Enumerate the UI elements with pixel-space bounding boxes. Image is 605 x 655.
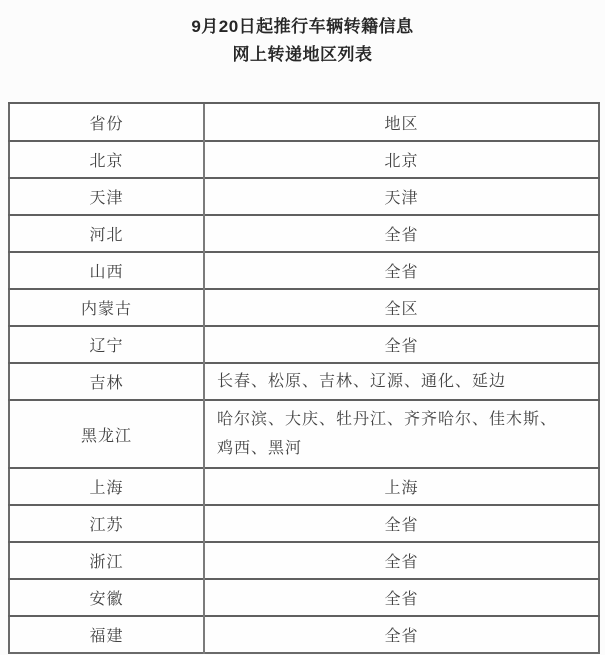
province-cell: 上海: [9, 468, 204, 505]
table-row: [9, 252, 599, 289]
table-row: [9, 505, 599, 542]
table-row: [9, 289, 599, 326]
province-cell: 浙江: [9, 542, 204, 579]
table-header-row: [9, 103, 599, 141]
region-cell: 全省: [204, 326, 599, 363]
page-title-line1: 9月20日起推行车辆转籍信息: [191, 17, 414, 36]
province-cell: 天津: [9, 178, 204, 215]
province-cell: 内蒙古: [9, 289, 204, 326]
region-cell: 全省: [204, 616, 599, 653]
column-header-province: 省份: [9, 103, 204, 141]
region-cell: 全省: [204, 542, 599, 579]
region-cell: 北京: [204, 141, 599, 178]
region-cell: 长春、松原、吉林、辽源、通化、延边: [204, 363, 599, 400]
table-row: [9, 363, 599, 400]
table-row: [9, 178, 599, 215]
province-cell: 江苏: [9, 505, 204, 542]
province-cell: 北京: [9, 141, 204, 178]
province-cell: 山西: [9, 252, 204, 289]
region-cell: 全省: [204, 252, 599, 289]
column-header-region: 地区: [204, 103, 599, 141]
region-cell: 全省: [204, 579, 599, 616]
province-cell: 福建: [9, 616, 204, 653]
table-row: [9, 542, 599, 579]
province-cell: 辽宁: [9, 326, 204, 363]
region-table: [8, 102, 600, 654]
table-row: [9, 400, 599, 468]
region-cell: 上海: [204, 468, 599, 505]
table-row: [9, 468, 599, 505]
province-cell: 吉林: [9, 363, 204, 400]
table-row: [9, 141, 599, 178]
province-cell: 黑龙江: [9, 400, 204, 468]
table-row: [9, 326, 599, 363]
region-cell: 哈尔滨、大庆、牡丹江、齐齐哈尔、佳木斯、鸡西、黑河: [204, 400, 599, 468]
region-cell: 全省: [204, 505, 599, 542]
province-cell: 安徽: [9, 579, 204, 616]
table-row: [9, 616, 599, 653]
region-cell: 全区: [204, 289, 599, 326]
region-cell: 全省: [204, 215, 599, 252]
page-title-line2: 网上转递地区列表: [232, 45, 373, 64]
region-cell: 天津: [204, 178, 599, 215]
page-title: [0, 0, 605, 69]
table-row: [9, 215, 599, 252]
table-row: [9, 579, 599, 616]
province-cell: 河北: [9, 215, 204, 252]
